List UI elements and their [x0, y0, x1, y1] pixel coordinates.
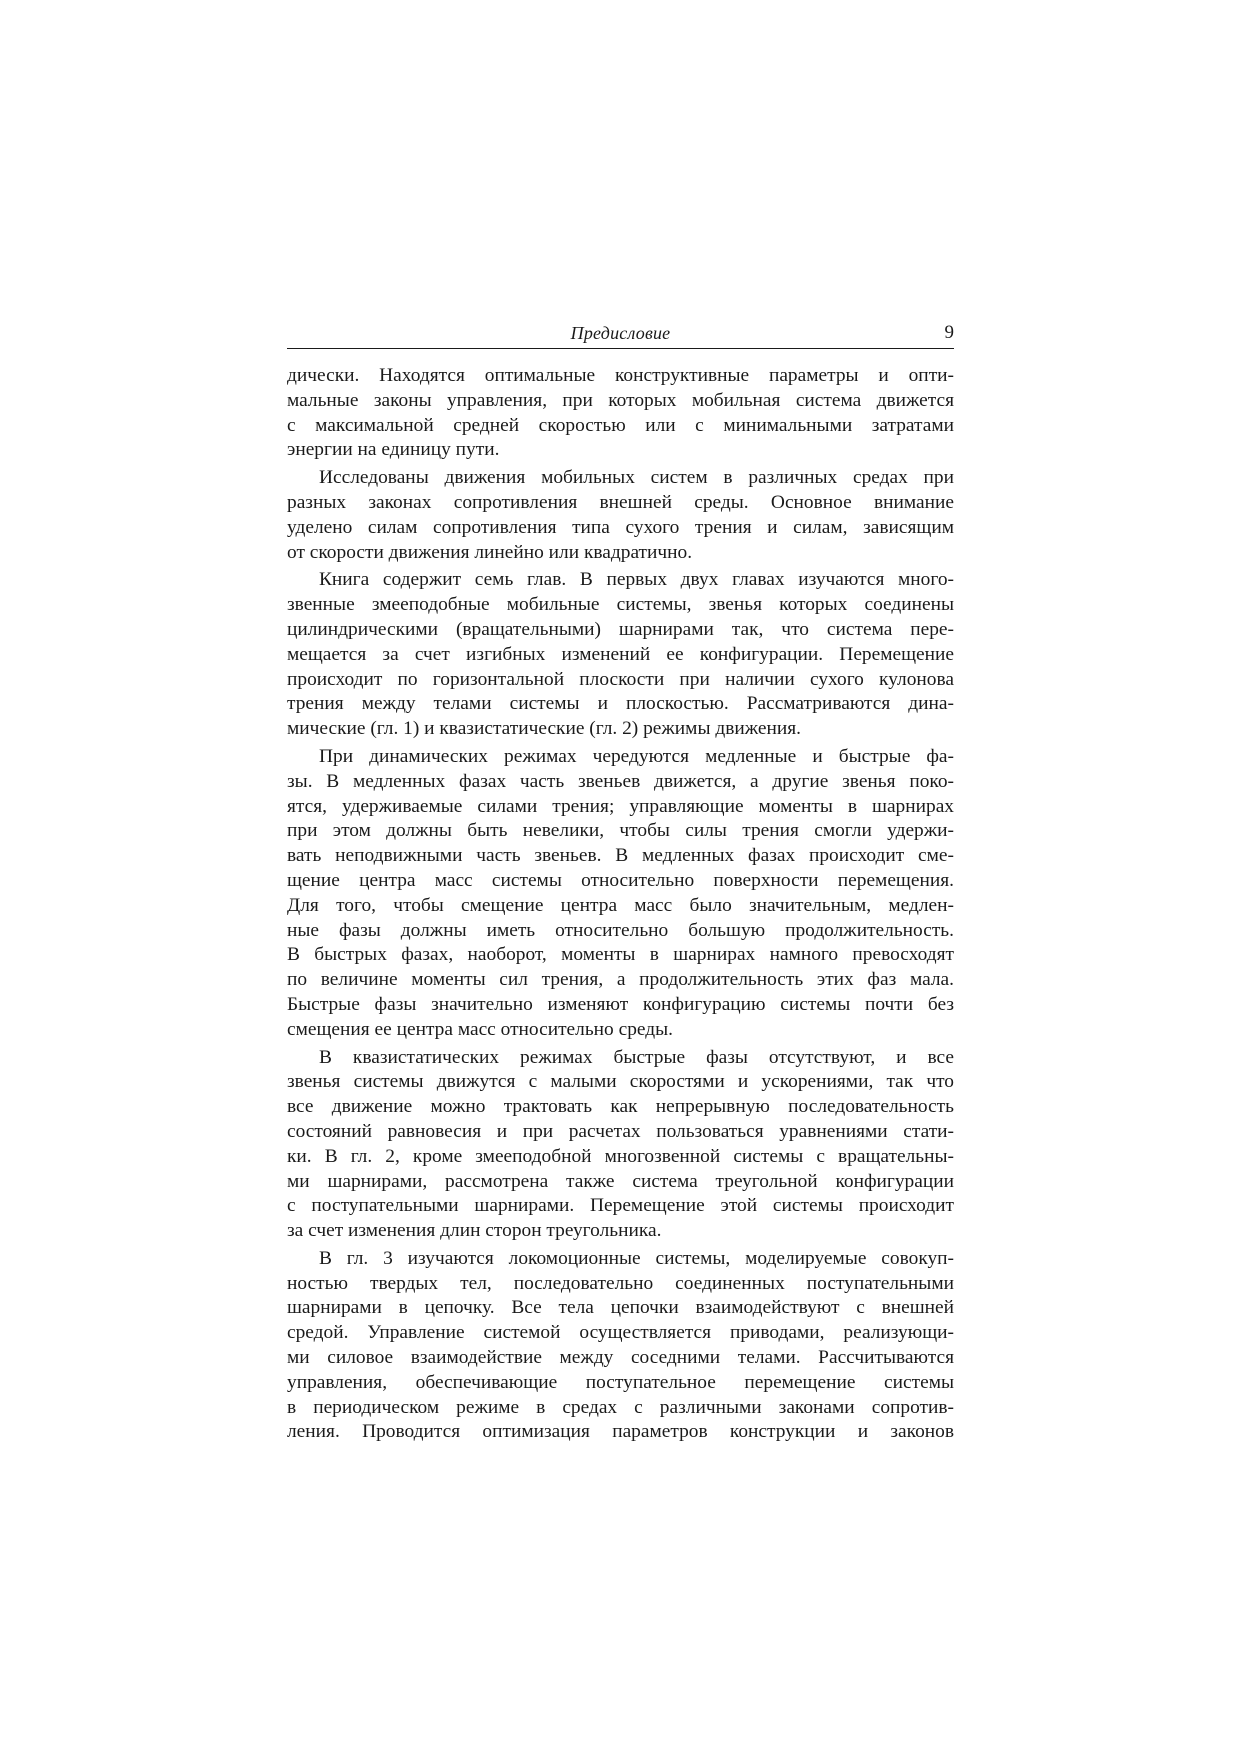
text-line: шарнирами в цепочку. Все тела цепочки взаимодействуют с внешней — [287, 1297, 954, 1319]
text-line: средой. Управление системой осуществляется приводами, реализующи- — [287, 1322, 954, 1344]
text-line: уделено силам сопротивления типа сухого трения и силам, зависящим — [287, 516, 954, 538]
text-line: Для того, чтобы смещение центра масс было значительным, медлен- — [287, 894, 954, 916]
text-line: ностью твердых тел, последовательно соединенных поступательными — [287, 1272, 954, 1294]
text-line: Исследованы движения мобильных систем в различных средах при — [319, 467, 954, 489]
text-line: смещения ее центра масс относительно среды. — [287, 1018, 673, 1040]
text-line: Книга содержит семь глав. В первых двух главах изучаются много- — [319, 569, 954, 591]
text-line: цилиндрическими (вращательными) шарнирами так, что система пере- — [287, 618, 954, 640]
text-line: вать неподвижными часть звеньев. В медленных фазах происходит сме- — [287, 845, 954, 867]
text-line: при этом должны быть невелики, чтобы силы трения смогли удержи- — [287, 820, 954, 842]
text-line: с максимальной средней скоростью или с минимальными затратами — [287, 414, 954, 436]
text-line: В гл. 3 изучаются локомоционные системы, моделируемые совокуп- — [319, 1247, 954, 1269]
running-head — [287, 322, 954, 349]
text-line: состояний равновесия и при расчетах пользоваться уравнениями стати- — [287, 1120, 954, 1142]
paragraph — [287, 1247, 954, 1445]
page-number: 9 — [944, 322, 954, 343]
text-line: с поступательными шарнирами. Перемещение этой системы происходит — [287, 1195, 954, 1217]
text-line: дически. Находятся оптимальные конструктивные параметры и опти- — [287, 365, 954, 386]
text-line: ки. В гл. 2, кроме змееподобной многозвенной системы с вращательны- — [287, 1145, 954, 1167]
text-line: управления, обеспечивающие поступательное перемещение системы — [287, 1371, 954, 1393]
running-title: Предисловие — [570, 323, 671, 343]
text-line: зы. В медленных фазах часть звеньев движется, а другие звенья поко- — [287, 770, 954, 792]
text-line: мальные законы управления, при которых мобильная система движется — [287, 389, 954, 411]
text-line: энергии на единицу пути. — [287, 439, 500, 461]
text-line: в периодическом режиме в средах с различными законами сопротив- — [287, 1396, 954, 1418]
text-line: В быстрых фазах, наоборот, моменты в шарнирах намного превосходят — [287, 944, 954, 966]
text-line: по величине моменты сил трения, а продолжительность этих фаз мала. — [287, 969, 954, 991]
text-line: В квазистатических режимах быстрые фазы отсутствуют, и все — [319, 1046, 954, 1068]
text-line: ми силовое взаимодействие между соседними телами. Рассчитываются — [287, 1347, 954, 1369]
body-text — [287, 364, 954, 1448]
paragraph — [287, 1046, 954, 1244]
text-line: происходит по горизонтальной плоскости при наличии сухого кулонова — [287, 668, 954, 690]
text-line: все движение можно трактовать как непрерывную последовательность — [287, 1096, 954, 1118]
text-line: Быстрые фазы значительно изменяют конфигурацию системы почти без — [287, 993, 954, 1015]
text-line: щение центра масс системы относительно поверхности перемещения. — [287, 869, 954, 891]
text-line: разных законах сопротивления внешней среды. Основное внимание — [287, 491, 954, 513]
paragraph — [287, 466, 954, 565]
text-line: ления. Проводится оптимизация параметров конструкции и законов — [287, 1421, 954, 1443]
text-line: мические (гл. 1) и квазистатические (гл. 2) режимы движения. — [287, 718, 801, 740]
paragraph — [287, 745, 954, 1043]
text-line: ми шарнирами, рассмотрена также система треугольной конфигурации — [287, 1170, 954, 1192]
text-line: При динамических режимах чередуются медленные и быстрые фа- — [319, 745, 954, 767]
paragraph — [287, 364, 954, 463]
text-line: от скорости движения линейно или квадратично. — [287, 541, 693, 563]
text-line: звенные змееподобные мобильные системы, звенья которых соединены — [287, 594, 954, 616]
text-line: ные фазы должны иметь относительно большую продолжительность. — [287, 919, 954, 941]
text-line: звенья системы движутся с малыми скоростями и ускорениями, так что — [287, 1071, 954, 1093]
text-line: ятся, удерживаемые силами трения; управляющие моменты в шарнирах — [287, 795, 954, 817]
text-line: мещается за счет изгибных изменений ее конфигурации. Перемещение — [287, 643, 954, 665]
text-line: трения между телами системы и плоскостью. Рассматриваются дина- — [287, 693, 954, 715]
paragraph — [287, 568, 954, 742]
text-line: за счет изменения длин сторон треугольника. — [287, 1220, 662, 1242]
